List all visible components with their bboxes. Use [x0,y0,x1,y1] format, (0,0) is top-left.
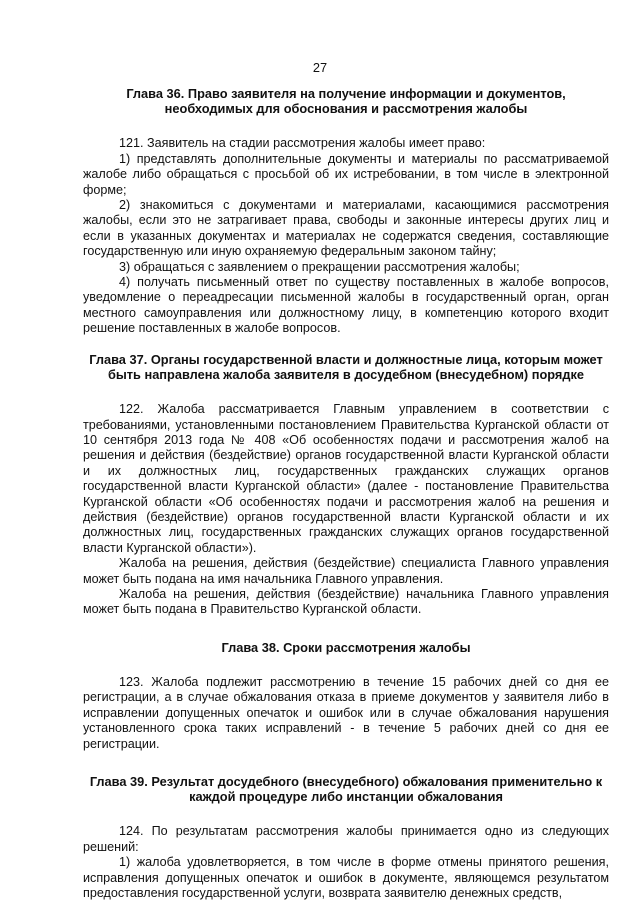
paragraph: Жалоба на решения, действия (бездействие) начальника Главного управления может быть подана в Правительство Курганской области. [83,586,609,617]
paragraph: Жалоба на решения, действия (бездействие) специалиста Главного управления может быть подана на имя начальника Главного управления. [83,556,609,586]
paragraph: 123. Жалоба подлежит рассмотрению в течение 15 рабочих дней со дня ее регистрации, а в случае обжалования отказа в приеме документов у заявителя либо в исправлении допущенных опечаток и ошибок или в случае обжалования нарушения установленного срока таких исправлений - в течение 5 рабочих дней со дня ее регистрации. [83,674,609,751]
chapter-36-heading: Глава 36. Право заявителя на получение информации и документов, необходимых для обоснования и рассмотрения жалобы [126,86,566,117]
paragraph: 4) получать письменный ответ по существу поставленных в жалобе вопросов, уведомление о переадресации письменной жалобы в государственный орган, орган местного самоуправления или должностному лицу, в компетенцию которого входит решение поставленных в жалобе вопросов. [83,275,609,336]
chapter-38-heading: Глава 38. Сроки рассмотрения жалобы [221,639,471,655]
page-number: 27 [312,60,328,75]
paragraph: 1) представлять дополнительные документы и материалы по рассматриваемой жалобе либо обращаться с просьбой об их истребовании, в том числе в электронной форме; [83,151,609,197]
paragraph: 122. Жалоба рассматривается Главным управлением в соответствии с требованиями, установленными постановлением Правительства Курганской области от 10 сентября 2013 года № 408 «Об особенностях подачи и рассмотрения жалоб на решения и действия (бездействие) органов государственной власти Курганской области и их должностных лиц, государственных гражданских служащих органов государственной власти Курганской области» (далее - постановление Правительства Курганской области «Об особенностях подачи и рассмотрения жалоб на решения и действия (бездействие) органов государственной власти Курганской области и их должностных лиц, государственных гражданских служащих органов государственной власти Курганской области»). [83,402,609,555]
paragraph: 2) знакомиться с документами и материалами, касающимися рассмотрения жалобы, если это не затрагивает права, свободы и законные интересы других лиц и если в указанных документах и материалах не содержатся сведения, составляющие государственную или иную охраняемую федеральным законом тайну; [83,198,609,259]
document-body [83,86,609,901]
paragraph: 121. Заявитель на стадии рассмотрения жалобы имеет право: [119,136,486,151]
chapter-37-heading: Глава 37. Органы государственной власти и должностные лица, которым может быть направлена жалоба заявителя в досудебном (внесудебном) порядке [89,351,603,382]
paragraph: 1) жалоба удовлетворяется, в том числе в форме отмены принятого решения, исправления допущенных опечаток и ошибок в документе, являющемся результатом предоставления государственной услуги, возврата заявителю денежных средств, [83,855,609,901]
chapter-39-heading: Глава 39. Результат досудебного (внесудебного) обжалования применительно к каждой процедуре либо инстанции обжалования [89,774,603,805]
paragraph: 124. По результатам рассмотрения жалобы принимается одно из следующих решений: [83,824,609,854]
paragraph: 3) обращаться с заявлением о прекращении рассмотрения жалобы; [119,259,520,274]
